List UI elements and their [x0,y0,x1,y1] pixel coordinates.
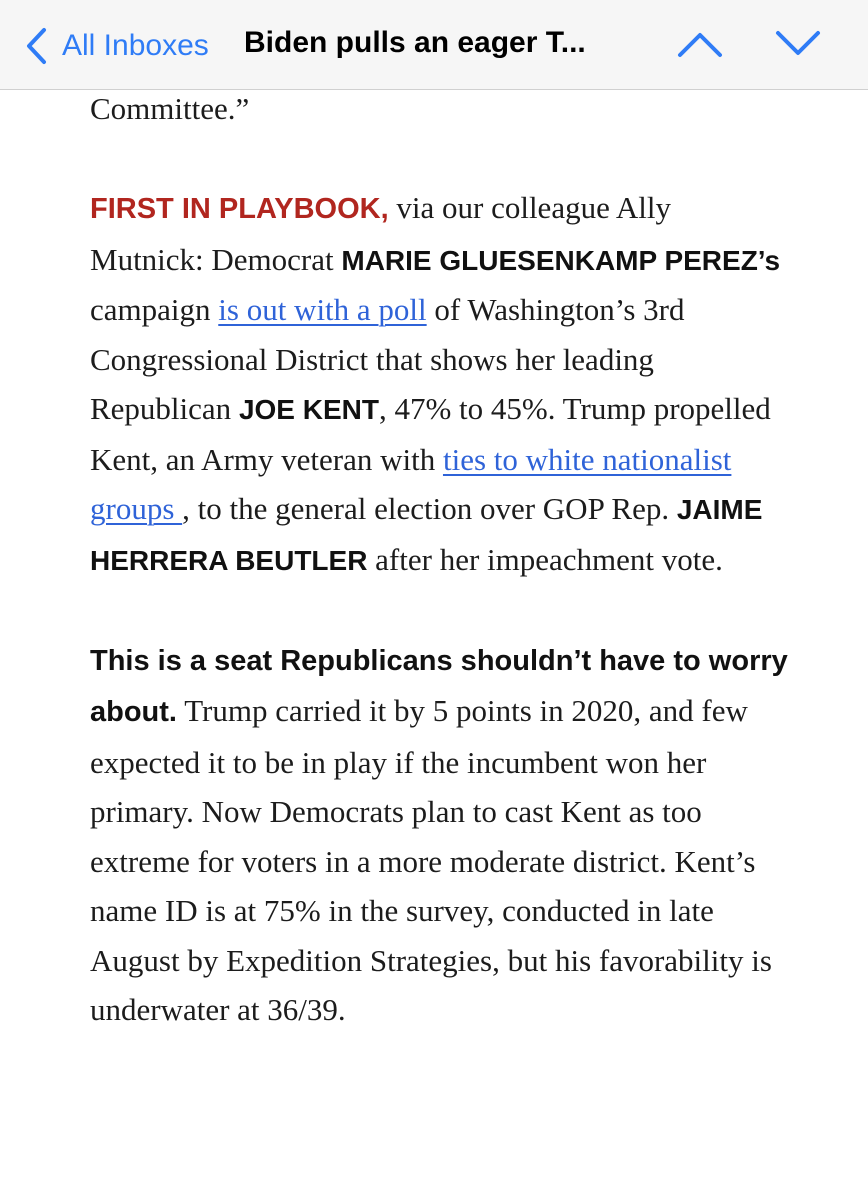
white-nationalist-ties-link[interactable]: ties to white nationalist groups [90,441,732,526]
body-text: , 47% to 45%. Trump propelled Kent, an Army veteran with [90,391,771,477]
next-message-button[interactable] [770,22,826,70]
candidate-name: MARIE GLUESENKAMP PEREZ’s [341,244,781,276]
body-text: , to the general election over GOP Rep. [182,491,677,526]
paragraph-fragment [90,84,790,134]
email-body [90,84,790,1035]
chevron-up-icon [676,29,724,64]
poll-link[interactable]: is out with a poll [218,292,427,327]
back-label: All Inboxes [62,29,209,62]
fragment-text: Committee.” [90,91,250,126]
chevron-down-icon [774,29,822,64]
body-text: campaign [90,292,219,327]
paragraph-seat [90,635,790,1035]
previous-message-button[interactable] [672,22,728,70]
email-subject-title: Biden pulls an eager T... [244,26,586,59]
body-text: via our colleague Ally Mutnick: Democrat [90,190,671,277]
candidate-name: JAIME HERRERA BEUTLER [90,494,763,576]
paragraph-lead: This is a seat Republicans shouldn’t have to worry about. [90,644,788,728]
back-to-inboxes-button[interactable] [24,24,209,68]
body-text: after her impeachment vote. [367,541,723,577]
body-text: Trump carried it by 5 points in 2020, and few expected it to be in play if the incumbent won her primary. Now Democrats plan to cast Kent as too extreme for voters in a more moderate district. Kent’s name ID is at 75% in the survey, conducted in late August by Expedition Strategies, but his favorability is underwater at 36/39. [90,693,772,1027]
chevron-left-icon [24,26,52,66]
first-in-playbook-label: FIRST IN PLAYBOOK, [90,193,389,225]
mail-navigation-bar [0,0,868,90]
candidate-name: JOE KENT [238,394,379,425]
body-text: of Washington’s 3rd Congressional District that shows her leading Republican [90,292,685,426]
paragraph-playbook [90,183,790,585]
